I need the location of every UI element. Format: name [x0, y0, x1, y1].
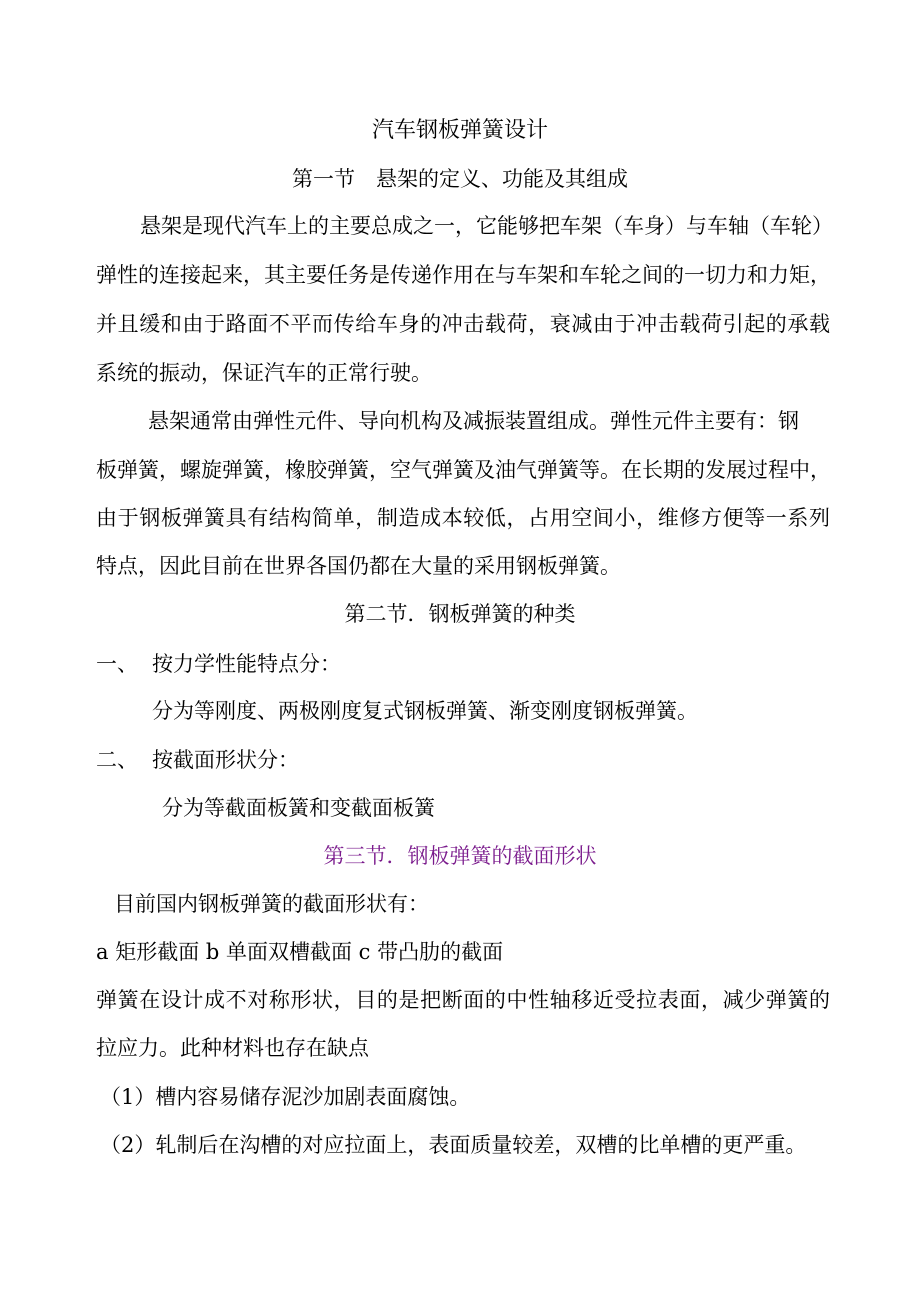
paragraph-2-line: 悬架通常由弹性元件、导向机构及减振装置组成。弹性元件主要有：钢	[148, 409, 799, 433]
paragraph-1-line: 弹性的连接起来，其主要任务是传递作用在与车架和车轮之间的一切力和力矩，	[96, 263, 831, 287]
point-1: （1）槽内容易储存泥沙加剧表面腐蚀。	[100, 1085, 471, 1109]
document-title: 汽车钢板弹簧设计	[371, 118, 548, 143]
list-item-1-title: 按力学性能特点分：	[152, 652, 341, 676]
paragraph-3-line: 弹簧在设计成不对称形状，目的是把断面的中性轴移近受拉表面，减少弹簧的	[96, 988, 830, 1012]
paragraph-2-line: 板弹簧，螺旋弹簧，橡胶弹簧，空气弹簧及油气弹簧等。在长期的发展过程中，	[96, 458, 831, 482]
list-item-1-marker: 一、	[96, 652, 138, 676]
paragraph-2-line: 特点，因此目前在世界各国仍都在大量的采用钢板弹簧。	[96, 554, 621, 578]
list-item-1-body: 分为等刚度、两极刚度复式钢板弹簧、渐变刚度钢板弹簧。	[152, 699, 698, 723]
section-3-heading: 第三节．钢板弹簧的截面形状	[323, 844, 597, 868]
list-item-2-marker: 二、	[96, 748, 138, 772]
paragraph-2-line: 由于钢板弹簧具有结构简单，制造成本较低，占用空间小，维修方便等一系列	[96, 506, 830, 530]
paragraph-1-line: 悬架是现代汽车上的主要总成之一，它能够把车架（车身）与车轴（车轮）	[140, 214, 833, 238]
paragraph-1-line: 系统的振动，保证汽车的正常行驶。	[96, 361, 432, 385]
point-2: （2）轧制后在沟槽的对应拉面上，表面质量较差，双槽的比单槽的更严重。	[100, 1133, 807, 1157]
list-item-2-title: 按截面形状分：	[152, 748, 299, 772]
paragraph-1-line: 并且缓和由于路面不平而传给车身的冲击载荷，衰减由于冲击载荷引起的承载	[96, 312, 830, 336]
section-1-heading: 第一节 悬架的定义、功能及其组成	[292, 167, 628, 191]
section-3-intro: 目前国内钢板弹簧的截面形状有：	[114, 892, 429, 916]
paragraph-3-line: 拉应力。此种材料也存在缺点	[96, 1036, 369, 1060]
section-2-heading: 第二节．钢板弹簧的种类	[344, 602, 576, 626]
list-item-2-body: 分为等截面板簧和变截面板簧	[162, 796, 435, 820]
section-3-types: a 矩形截面 b 单面双槽截面 c 带凸肋的截面	[96, 940, 504, 964]
